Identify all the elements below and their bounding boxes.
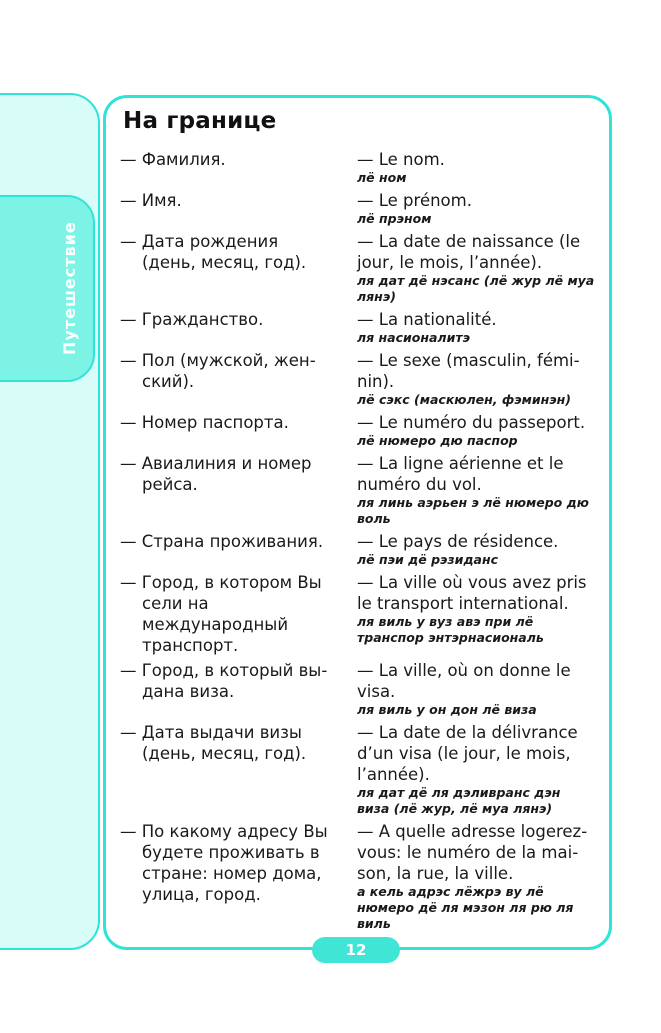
phrase-row — [120, 149, 597, 186]
french-phrase: — La date de naissance (le jour, le mois, l’année). — [357, 232, 581, 272]
phonetic-transcription: лё прэном — [357, 211, 432, 226]
phonetic-transcription: ля дат дё нэсанс (лё жур лё муа лянэ) — [357, 273, 595, 304]
phrase-row — [120, 190, 597, 227]
page-number: 12 — [345, 941, 367, 959]
russian-phrase: — Имя. — [120, 191, 182, 210]
phrase-row — [120, 350, 597, 408]
page-title: На границе — [123, 108, 277, 134]
phrase-row — [120, 231, 597, 305]
russian-phrase: — Город, в который выдана виза. — [120, 661, 328, 701]
phonetic-transcription: ля насионалитэ — [357, 330, 471, 345]
section-tab-label: Путешествие — [60, 221, 79, 356]
phonetic-transcription: лё сэкс (маскюлен, фэминэн) — [357, 392, 572, 407]
page-number-badge — [312, 937, 400, 963]
french-block — [357, 453, 597, 527]
russian-phrase: — Номер паспорта. — [120, 413, 289, 432]
phonetic-transcription: ля виль у он дон лё виза — [357, 702, 537, 717]
french-block — [357, 821, 597, 932]
french-block — [357, 531, 597, 568]
russian-phrase: — Дата рождения (день, месяц, год). — [120, 232, 307, 272]
french-phrase: — Le pays de résidence. — [357, 532, 559, 551]
phrase-row — [120, 531, 597, 568]
french-phrase: — La ligne aérienne et le numéro du vol. — [357, 454, 564, 494]
phonetic-transcription: а кель адрэс лёжрэ ву лё нюмеро дё ля мэзон ля рю ля виль — [357, 884, 574, 931]
russian-phrase: — По какому адресу Вы будете проживать в стране: номер дома, улица, город. — [120, 822, 328, 904]
french-block — [357, 190, 597, 227]
french-block — [357, 572, 597, 646]
russian-phrase: — Пол (мужской, женский). — [120, 351, 316, 391]
french-phrase: — Le sexe (masculin, féminin). — [357, 351, 580, 391]
french-phrase: — La date de la délivrance d’un visa (le jour, le mois, l’année). — [357, 723, 578, 784]
french-phrase: — A quelle adresse logerez-vous: le numéro de la maison, la rue, la ville. — [357, 822, 588, 883]
russian-phrase: — Страна проживания. — [120, 532, 324, 551]
phonetic-transcription: лё ном — [357, 170, 407, 185]
phrase-row — [120, 412, 597, 449]
russian-phrase: — Фамилия. — [120, 150, 226, 169]
russian-phrase: — Авиалиния и номер рейса. — [120, 454, 312, 494]
french-phrase: — Le nom. — [357, 150, 445, 169]
phrase-list — [120, 149, 597, 932]
phrase-row — [120, 309, 597, 346]
russian-phrase: — Город, в котором Вы сели на международный транспорт. — [120, 573, 322, 655]
phrase-row — [120, 453, 597, 527]
phonetic-transcription: ля линь аэрьен э лё нюмеро дю воль — [357, 495, 589, 526]
phrase-row — [120, 821, 597, 932]
russian-phrase: — Дата выдачи визы (день, месяц, год). — [120, 723, 307, 763]
french-block — [357, 350, 597, 408]
section-tab-travel — [0, 195, 95, 382]
russian-phrase: — Гражданство. — [120, 310, 264, 329]
phrase-card — [103, 95, 612, 950]
french-phrase: — Le prénom. — [357, 191, 472, 210]
french-block — [357, 722, 597, 817]
french-phrase: — La ville, où on donne le visa. — [357, 661, 571, 701]
french-block — [357, 309, 597, 346]
french-phrase: — La ville où vous avez pris le transport international. — [357, 573, 587, 613]
phrase-row — [120, 660, 597, 718]
french-block — [357, 412, 597, 449]
phrase-row — [120, 572, 597, 656]
french-block — [357, 231, 597, 305]
french-block — [357, 149, 597, 186]
phonetic-transcription: ля виль у вуз авэ при лё транспор энтэрнасиональ — [357, 614, 544, 645]
phrase-row — [120, 722, 597, 817]
french-phrase: — Le numéro du passeport. — [357, 413, 586, 432]
phonetic-transcription: ля дат дё ля дэливранс дэн виза (лё жур, лё муа лянэ) — [357, 785, 561, 816]
phonetic-transcription: лё нюмеро дю паспор — [357, 433, 518, 448]
phonetic-transcription: лё пэи дё рэзиданс — [357, 552, 499, 567]
french-phrase: — La nationalité. — [357, 310, 497, 329]
french-block — [357, 660, 597, 718]
